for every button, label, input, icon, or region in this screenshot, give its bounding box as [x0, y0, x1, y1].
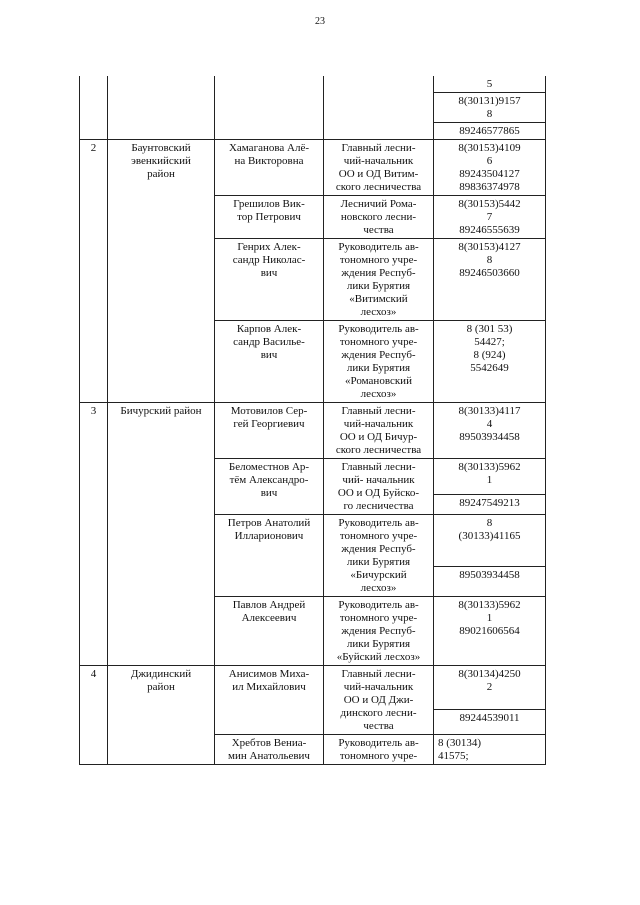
name-cell [215, 597, 324, 666]
page-number: 23 [315, 16, 325, 27]
position-cell [324, 196, 434, 239]
row-number [80, 140, 108, 403]
district-cell-text: Баунтовский эвенкийский район [131, 142, 191, 180]
phone-cell-text: 5 [486, 78, 493, 90]
district-cell [108, 76, 215, 140]
phone-cell [434, 403, 546, 459]
name-cell-text: Генрих Алек- сандр Николас- вич [232, 241, 306, 279]
position-cell-text: Руководитель ав- тономного учре- [338, 737, 419, 762]
district-cell [108, 403, 215, 666]
position-cell [324, 666, 434, 735]
phone-cell-text: 8(30153)4109 6 89243504127 89836374978 [458, 142, 521, 193]
position-cell-text: Главный лесни- чий- начальник ОО и ОД Буйско- го лесничества [337, 461, 420, 512]
phone-cell [434, 710, 546, 735]
name-cell-text: Павлов Андрей Алексеевич [232, 599, 306, 624]
name-cell [215, 735, 324, 765]
phone-cell [434, 666, 546, 710]
phone-cell [434, 567, 546, 597]
name-cell [215, 403, 324, 459]
phone-cell [434, 515, 546, 567]
row-number-text: 2 [90, 142, 97, 154]
position-cell-text: Руководитель ав- тономного учре- ждения Респуб- лики Бурятия «Бичурский лесхоз» [338, 517, 419, 594]
phone-cell [434, 597, 546, 666]
phone-cell-text: 89246577865 [459, 125, 520, 137]
phone-cell-text: 8(30133)5962 1 [458, 461, 521, 486]
name-cell [215, 76, 324, 140]
phone-cell [434, 123, 546, 140]
phone-cell [434, 494, 546, 514]
phone-cell [434, 196, 546, 239]
phone-cell [434, 321, 546, 403]
position-cell [324, 140, 434, 196]
phone-cell [434, 140, 546, 196]
name-cell-text: Беломестнов Ар- тём Александро- вич [228, 461, 310, 499]
phone-cell-text: 8(30153)4127 8 89246503660 [458, 241, 521, 279]
name-cell [215, 140, 324, 196]
name-cell [215, 666, 324, 735]
position-cell [324, 239, 434, 321]
name-cell [215, 459, 324, 515]
phone-cell-text: 89503934458 [459, 569, 520, 582]
row-number-text: 4 [90, 668, 97, 680]
name-cell-text: Хребтов Вениа- мин Анатольевич [228, 737, 310, 762]
position-cell [324, 459, 434, 515]
contacts-table [79, 76, 637, 765]
position-cell-text: Лесничий Рома- новского лесни- чества [340, 198, 417, 236]
phone-cell [434, 76, 546, 93]
table-row [80, 140, 637, 196]
name-cell-text: Грешилов Вик- тор Петрович [233, 198, 305, 223]
phone-cell-text: 8(30134)4250 2 [458, 668, 521, 693]
district-cell [108, 140, 215, 403]
name-cell [215, 239, 324, 321]
phone-cell-text: 89244539011 [459, 712, 520, 725]
table-row [80, 666, 637, 710]
name-cell-text: Мотовилов Сер- гей Георгиевич [230, 405, 308, 430]
row-number [80, 403, 108, 666]
position-cell-text: Главный лесни- чий-начальник ОО и ОД Бичур- ского лесничества [335, 405, 422, 456]
phone-cell-text: 8 (301 53) 54427; 8 (924) 5542649 [466, 323, 513, 374]
position-cell-text: Руководитель ав- тономного учре- ждения Респуб- лики Бурятия «Буйский лесхоз» [336, 599, 421, 663]
phone-cell-text: 8 (30133)41165 [458, 517, 521, 542]
phone-cell [434, 735, 546, 765]
phone-cell [434, 459, 546, 495]
phone-cell-text: 8(30133)5962 1 89021606564 [458, 599, 521, 637]
position-cell [324, 735, 434, 765]
name-cell-text: Петров Анатолий Илларионович [227, 517, 311, 542]
district-cell-text: Джидинский район [130, 668, 192, 693]
phone-cell-text: 8(30153)5442 7 89246555639 [458, 198, 521, 236]
position-cell-text: Руководитель ав- тономного учре- ждения Респуб- лики Бурятия «Романовский лесхоз» [338, 323, 419, 400]
position-cell [324, 403, 434, 459]
name-cell-text: Анисимов Миха- ил Михайлович [228, 668, 310, 693]
position-cell [324, 76, 434, 140]
table-row [80, 403, 637, 459]
position-cell-text: Руководитель ав- тономного учре- ждения Респуб- лики Бурятия «Витимский лесхоз» [338, 241, 419, 318]
phone-cell [434, 239, 546, 321]
position-cell [324, 597, 434, 666]
district-cell [108, 666, 215, 765]
table-row [80, 76, 637, 93]
name-cell-text: Карпов Алек- сандр Васильe- вич [233, 323, 305, 361]
name-cell [215, 515, 324, 597]
district-cell-text: Бичурский район [120, 405, 202, 417]
phone-cell-text: 8(30133)4117 4 89503934458 [458, 405, 521, 443]
phone-cell-text: 8(30131)9157 8 [458, 95, 521, 120]
position-cell [324, 321, 434, 403]
position-cell-text: Главный лесни- чий-начальник ОО и ОД Джи- динского лесни- чества [340, 668, 417, 732]
position-cell-text: Главный лесни- чий-начальник ОО и ОД Витим- ского лесничества [335, 142, 422, 193]
position-cell [324, 515, 434, 597]
phone-cell-text: 89247549213 [459, 496, 520, 509]
phone-cell-text: 8 (30134) 41575; [438, 737, 482, 762]
phone-cell [434, 93, 546, 123]
row-number-text: 3 [90, 405, 97, 417]
name-cell [215, 196, 324, 239]
row-number [80, 666, 108, 765]
num-cell [80, 76, 108, 140]
name-cell-text: Хамаганова Алё- на Викторовна [228, 142, 310, 167]
name-cell [215, 321, 324, 403]
